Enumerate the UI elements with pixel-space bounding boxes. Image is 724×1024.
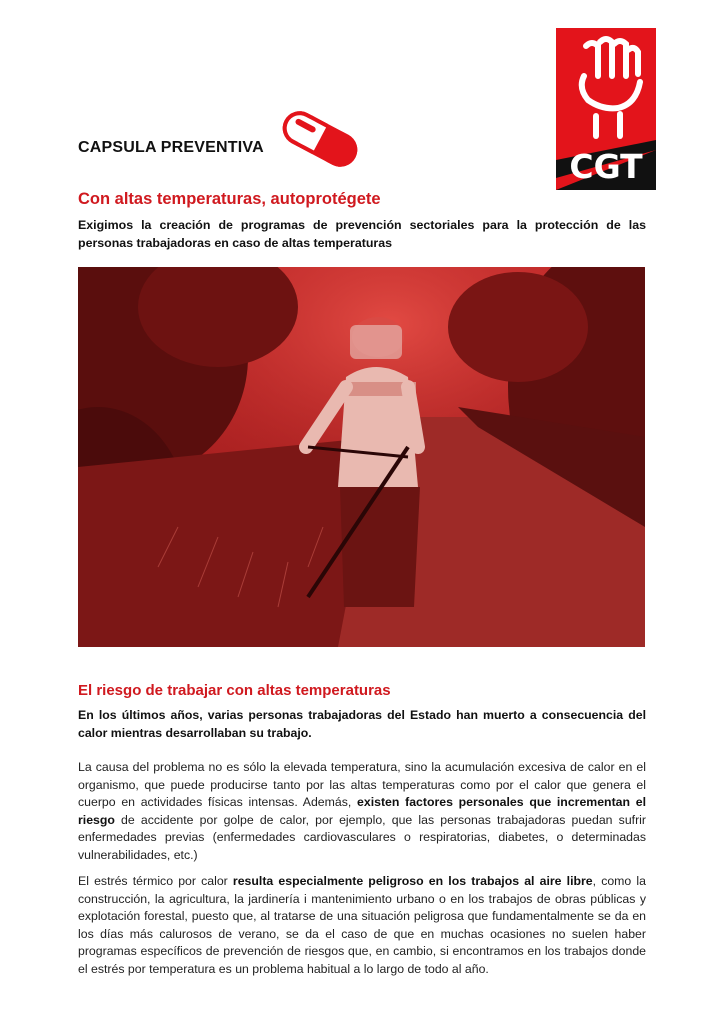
- capsule-title: CAPSULA PREVENTIVA: [78, 139, 264, 156]
- capsule-pill-icon: [272, 104, 368, 174]
- section-title: El riesgo de trabajar con altas temperaturas: [78, 682, 391, 699]
- intro-subtitle: Exigimos la creación de programas de prevención sectoriales para la protección de las personas trabajadoras en caso de altas temperaturas: [78, 218, 646, 250]
- paragraph-outdoor-part1: El estrés térmico por calor: [78, 874, 233, 888]
- paragraph-causes: [78, 759, 646, 864]
- cgt-logo: [556, 28, 656, 190]
- section-lead: En los últimos años, varias personas trabajadoras del Estado han muerto a consecuencia del calor mientras desarrollaban su trabajo.: [78, 708, 646, 740]
- worker-photo: [78, 267, 645, 647]
- paragraph-outdoor-bold: resulta especialmente peligroso en los trabajos al aire libre: [232, 874, 593, 888]
- paragraph-outdoor-part2: , como la construcción, la agricultura, la jardinería i mantenimiento urbano o en los trabajos de obras públicas y explotación forestal, puesto que, al tratarse de una situación peligrosa que fundamentalmente se da en los días más calurosos de verano, se da el caso de que en muchas ocasiones no suelen haber programas específicos de prevención de riesgos que, en cambio, si encontramos en los trabajos donde el estrés por temperatura es un problema habitual a lo largo de todo al año.: [78, 874, 646, 976]
- paragraph-causes-part2: de accidente por golpe de calor, por ejemplo, que las personas trabajadoras puedan sufrir enfermedades previas (enfermedades cardiovasculares o respiratorias, diabetes, o determinadas vulnerabilidades, etc.): [78, 812, 646, 862]
- paragraph-causes-bold: existen factores personales que incrementan el riesgo: [78, 795, 646, 827]
- logo-text: CGT: [569, 147, 643, 186]
- paragraph-causes-part1: La causa del problema no es sólo la elevada temperatura, sino la acumulación excesiva de calor en el organismo, que puede producirse tanto por las altas temperaturas como por el calor que genera el cuerpo en actividades físicas intensas. Además,: [78, 760, 646, 809]
- paragraph-outdoor: [78, 873, 646, 978]
- intro-title: Con altas temperaturas, autoprotégete: [78, 190, 381, 208]
- photo-illustration: [78, 267, 645, 647]
